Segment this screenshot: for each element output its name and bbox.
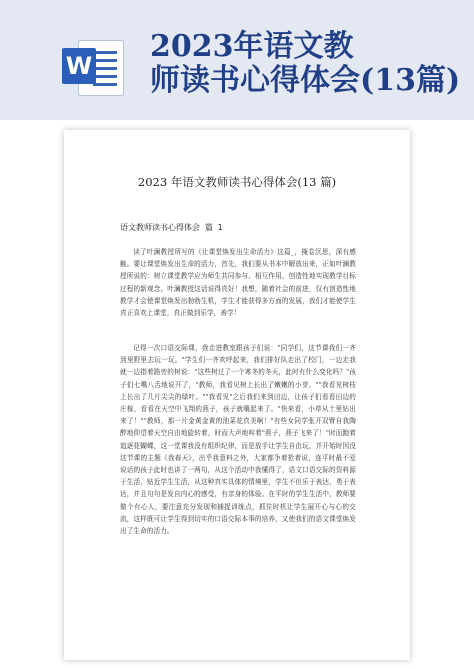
banner-title-line-2: 师读书心得体会(13篇) xyxy=(150,63,461,98)
header-banner xyxy=(0,0,474,120)
banner-title xyxy=(150,30,468,98)
word-document-icon xyxy=(62,36,124,96)
document-page-preview xyxy=(64,130,410,660)
banner-title-line-1: 2023年语文教 xyxy=(150,29,354,64)
document-title: 2023 年语文教师读书心得体会(13 篇) xyxy=(137,175,337,189)
section-heading: 语文教师读书心得体会 篇 1 xyxy=(120,223,223,232)
paragraph-1: 读了叶澜教授所写的《让课堂焕发出生命活力》这篇_，掩卷沉思，深有感触。要让课堂焕发出生命的活力，首先，我们要从书本中解放出来，正如叶澜教授所说的：树立课堂教学应为师生共同参与、相互作用、创造性地实现教学目标过程的新观念。叶澜教授这话说得真好！我想，随着社会的前进，仅有创造性地教学才会使课堂焕发出勃勃生机，学生才能获得多方面的发展，我们才能使学生真正喜欢上课堂，真正做到乐学，善学！ xyxy=(120,248,356,318)
word-logo-letter: W xyxy=(62,48,96,84)
paragraph-2: 记得一次口语交际课，我走进教室跟孩子们说："同学们，这节课我们一齐到里野里去玩一玩。"学生们一齐欢呼起来，我们排好队走出了校门，一边走我就一边指着路旁的树说："这些树过了一个寒冬的冬天，此时有什么变化吗？"孩子们七嘴八舌地说开了，"教师，我看见树上长出了嫩嫩的小芽。""我看见树枝上长出了几片尖尖的绿叶。""我看见"之后我们来到田边，让孩子们看看田边的庄稼，看看在天空中飞翔的燕子，孩子就嚷起来了。"快来看，小草从土里钻出来了！""教师，那一片金黄金黄的油菜花真美啊！"有些女同学张开双臂自我陶醉地仰望着天空自由地旋转着，时而大声地叫着"燕子，燕子飞来了！"时而跑着追逐花蝴蝶，这一堂课我没有组织纪律，而是放手让学生自由玩，并开始时因没这节课的主题《我春天》，出乎我意料之外，大家都争着抢着说，连平时最不爱说话的孩子此时也讲了一两句，从这个活动中我懂得了，语文口语交际的资料源于生活，贴近学生生活，从这种真实具体的情境里，学生不但乐于表达，勇于表达，并且句句是发自内心的感受，有亲身的体验。在平时的学生生活中，教师要做个有心人，要注意充分发现和捕捉训练点，抓住时机让学生展开心与心的交流，这样既可让学生得到切实的口语交际本事的培养，又使我们的语文课堂焕发出了生命的活力。 xyxy=(120,344,356,536)
